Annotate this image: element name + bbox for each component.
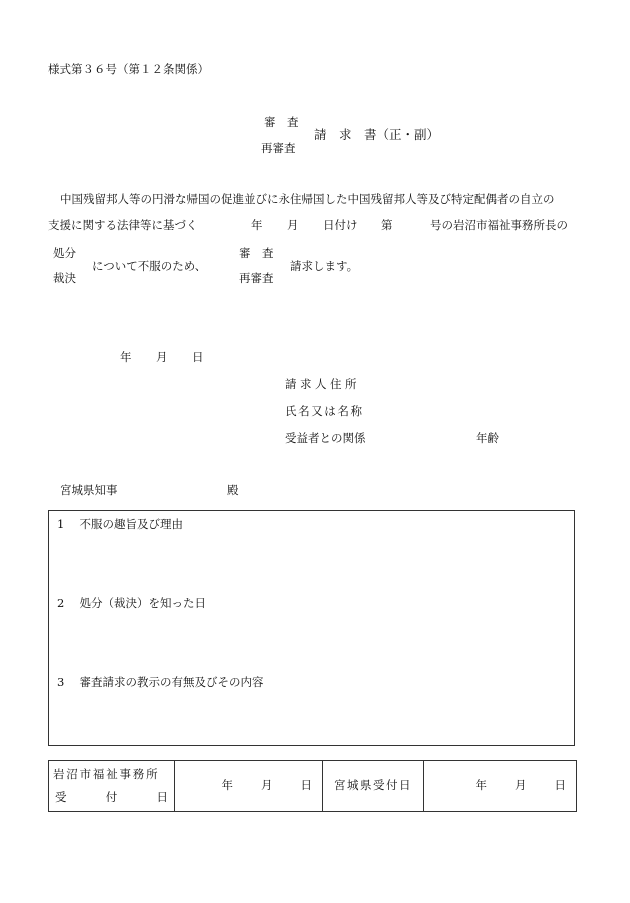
item-1: 1 不服の趣旨及び理由 [57, 517, 183, 531]
office-label-line1: 岩沼市福祉事務所 [53, 767, 160, 781]
addressee-honorific: 殿 [227, 483, 239, 497]
title-saishinsa: 再審査 [261, 141, 296, 155]
body-end: 請求します。 [290, 259, 359, 273]
requester-address-label: 請求人住所 [285, 377, 360, 391]
body-mid: について不服のため、 [92, 259, 207, 273]
body-line-1: 中国残留邦人等の円滑な帰国の促進並びに永住帰国した中国残留邦人等及び特定配偶者の自立の [60, 192, 555, 206]
body-dai: 第 [381, 218, 393, 232]
title-main: 請 求 書（正・副） [314, 127, 440, 142]
office-receipt-date-cell [175, 761, 323, 812]
office-label-line2 [49, 789, 174, 804]
addressee-name: 宮城県知事 [60, 483, 118, 497]
pref-receipt-date [424, 780, 576, 792]
office-receipt-label-cell [49, 761, 175, 812]
pref-date-month: 月 [515, 778, 527, 793]
item-2: 2 処分（裁決）を知った日 [57, 596, 206, 610]
requester-name-label: 氏名又は名称 [285, 404, 364, 418]
choice-shobun: 処分 [53, 246, 76, 260]
pref-receipt-label-cell [323, 761, 424, 812]
choice-shinsa: 審 査 [239, 246, 274, 260]
body-line-2-start: 支援に関する法律等に基づく [48, 218, 198, 232]
pref-receipt-date-cell [424, 761, 577, 812]
office-date-month: 月 [261, 778, 273, 793]
requester-age-label: 年齢 [476, 431, 499, 445]
office-receipt-date [175, 780, 322, 792]
pref-receipt-label: 宮城県受付日 [334, 778, 412, 793]
date-day: 日 [192, 350, 204, 364]
office-label-tsuke: 付 [105, 789, 118, 804]
choice-saiketsu: 裁決 [53, 271, 76, 285]
date-year: 年 [120, 350, 132, 364]
body-month: 月 [287, 218, 299, 232]
date-month: 月 [156, 350, 168, 364]
form-number: 様式第３６号（第１２条関係） [48, 62, 209, 76]
receipt-table [48, 760, 577, 812]
body-date-suffix: 日付け [323, 218, 358, 232]
item-3: 3 審査請求の教示の有無及びその内容 [57, 675, 264, 689]
office-date-year: 年 [221, 778, 233, 793]
body-year: 年 [251, 218, 263, 232]
choice-saishinsa: 再審査 [239, 271, 274, 285]
pref-date-day: 日 [554, 778, 566, 793]
items-box [48, 510, 575, 746]
requester-relation-label: 受益者との関係 [285, 431, 366, 445]
title-shinsa: 審 査 [264, 115, 299, 129]
pref-date-year: 年 [475, 778, 487, 793]
body-gou-suffix: 号の岩沼市福祉事務所長の [430, 218, 568, 232]
office-date-day: 日 [300, 778, 312, 793]
office-label-hi: 日 [156, 789, 168, 804]
office-label-uke: 受 [55, 789, 67, 804]
